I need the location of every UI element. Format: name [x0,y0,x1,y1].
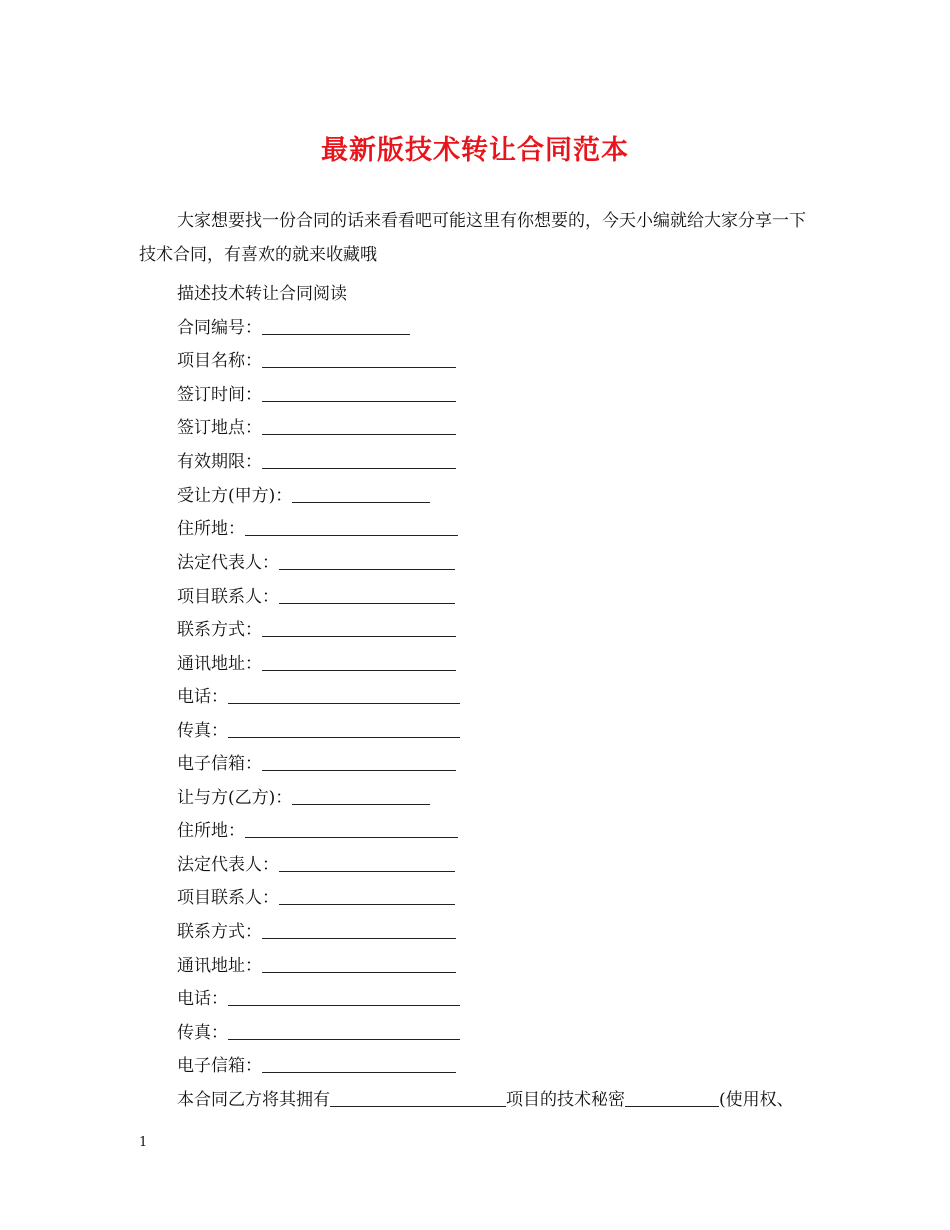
field-label: 项目名称： [177,351,262,371]
blank-line[interactable] [262,955,456,973]
field-a-legal-rep [177,551,455,575]
blank-line[interactable] [262,921,456,939]
field-label: 有效期限： [177,452,262,472]
blank-line[interactable] [262,451,456,469]
blank-line[interactable] [262,653,456,671]
field-label: 受让方(甲方)： [177,486,293,506]
field-b-contact-person [177,886,455,910]
field-label: 电话： [177,687,228,707]
field-label: 合同编号： [177,318,262,338]
field-b-email [177,1054,456,1078]
blank-line[interactable] [292,485,430,503]
field-b-legal-rep [177,853,455,877]
blank-line[interactable] [262,619,456,637]
closing-part-1: 本合同乙方将其拥有 [177,1090,330,1110]
blank-line[interactable] [245,820,458,838]
field-label: 传真： [177,721,228,741]
field-sign-place [177,416,456,440]
field-label: 法定代表人： [177,855,279,875]
field-b-address [177,819,458,843]
field-b-contact-method [177,920,456,944]
field-label: 项目联系人： [177,587,279,607]
field-label: 传真： [177,1023,228,1043]
blank-line[interactable] [228,988,460,1006]
field-a-mail-address [177,652,456,676]
blank-line[interactable] [279,887,455,905]
field-contract-number [177,316,410,340]
field-label: 电子信箱： [177,754,262,774]
section-subtitle: 描述技术转让合同阅读 [177,284,347,304]
field-party-b [177,786,430,810]
document-title: 最新版技术转让合同范本 [321,135,629,166]
blank-line[interactable] [228,720,460,738]
closing-part-2: 项目的技术秘密 [506,1090,625,1110]
field-label: 通讯地址： [177,956,262,976]
field-project-name [177,349,456,373]
field-a-phone [177,685,460,709]
blank-line[interactable] [262,753,456,771]
field-a-email [177,752,456,776]
blank-line[interactable] [228,686,460,704]
closing-sentence [177,1088,794,1112]
field-label: 签订时间： [177,385,262,405]
field-label: 项目联系人： [177,888,279,908]
blank-line[interactable] [262,384,456,402]
blank-line[interactable] [262,317,410,335]
blank-line[interactable] [292,787,430,805]
blank-line[interactable] [262,1055,456,1073]
field-label: 电话： [177,989,228,1009]
field-validity [177,450,456,474]
field-label: 住所地： [177,519,245,539]
field-party-a [177,484,430,508]
blank-line[interactable] [279,854,455,872]
blank-line[interactable] [228,1022,460,1040]
closing-part-3: (使用权、 [719,1090,794,1110]
field-label: 让与方(乙方)： [177,788,293,808]
intro-paragraph: 大家想要找一份合同的话来看看吧可能这里有你想要的，今天小编就给大家分享一下技术合同，有喜欢的就来收藏哦 [139,211,806,265]
blank-line[interactable] [262,417,456,435]
field-b-mail-address [177,954,456,978]
field-label: 住所地： [177,821,245,841]
field-a-contact-method [177,618,456,642]
blank-line[interactable] [330,1089,506,1107]
field-label: 签订地点： [177,418,262,438]
field-b-fax [177,1021,460,1045]
field-label: 法定代表人： [177,553,279,573]
blank-line[interactable] [262,350,456,368]
blank-line[interactable] [245,518,458,536]
field-label: 联系方式： [177,922,262,942]
field-a-address [177,517,458,541]
field-label: 联系方式： [177,620,262,640]
page-number: 1 [139,1135,148,1150]
field-label: 电子信箱： [177,1056,262,1076]
field-a-fax [177,719,460,743]
blank-line[interactable] [279,586,455,604]
blank-line[interactable] [625,1089,719,1107]
field-a-contact-person [177,585,455,609]
field-label: 通讯地址： [177,654,262,674]
blank-line[interactable] [279,552,455,570]
field-sign-time [177,383,456,407]
field-b-phone [177,987,460,1011]
